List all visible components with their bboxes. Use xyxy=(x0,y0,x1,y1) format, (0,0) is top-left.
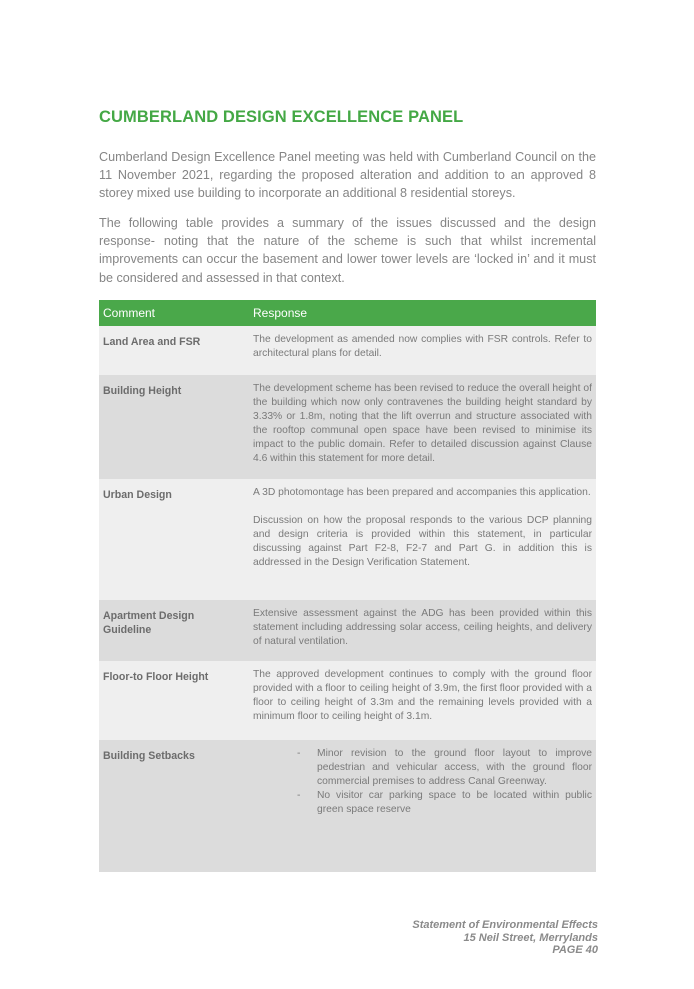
footer-document-title: Statement of Environmental Effects xyxy=(412,919,598,931)
response-bullet-list xyxy=(253,747,592,817)
response-text: The approved development continues to comply with the ground floor provided with a floor to ceiling height of 3.9m, the first floor provided with a floor to ceiling height of 3.3m and the remaining levels provided with a minimum floor to ceiling height of 3.1m. xyxy=(253,669,592,722)
summary-paragraph: The following table provides a summary of the issues discussed and the design response- noting that the nature of the scheme is such that whilst incremental improvements can occur the basement and lower tower levels are ‘locked in’ and it must be considered and assessed in that context. xyxy=(99,216,596,285)
response-column-header: Response xyxy=(249,300,596,326)
comment-column-header: Comment xyxy=(99,300,249,326)
page-heading: CUMBERLAND DESIGN EXCELLENCE PANEL xyxy=(99,108,464,126)
footer-address: 15 Neil Street, Merrylands xyxy=(463,931,598,944)
list-item: - No visitor car parking space to be located within public green space reserve xyxy=(312,789,592,817)
table-row xyxy=(99,740,596,872)
response-text: A 3D photomontage has been prepared and accompanies this application. xyxy=(253,487,591,498)
list-item: - Minor revision to the ground floor layout to improve pedestrian and vehicular access, with the ground floor commercial premises to address Canal Greenway. xyxy=(312,747,592,789)
response-cell xyxy=(249,326,596,375)
response-text: The development scheme has been revised to reduce the overall height of the building which now only contravenes the building height standard by 3.33% or 1.8m, noting that the lift overrun and structure associated with the rooftop communal open space have been revised to minimise its impact to the public domain. Refer to detailed discussion against Clause 4.6 within this statement for more detail. xyxy=(253,383,592,464)
table-header-row xyxy=(99,300,596,326)
response-cell xyxy=(249,600,596,661)
table-row xyxy=(99,375,596,479)
comment-cell: Apartment Design Guideline xyxy=(99,600,249,661)
response-text: Extensive assessment against the ADG has been provided within this statement including addressing solar access, ceiling heights, and delivery of natural ventilation. xyxy=(253,608,592,647)
table-row xyxy=(99,661,596,740)
response-cell xyxy=(249,740,596,872)
table-row xyxy=(99,479,596,600)
intro-paragraph: Cumberland Design Excellence Panel meeting was held with Cumberland Council on the 11 November 2021, regarding the proposed alteration and addition to an approved 8 storey mixed use building to incorporate an additional 8 residential storeys. xyxy=(99,150,596,201)
page-footer xyxy=(412,919,598,957)
comment-cell: Building Setbacks xyxy=(99,740,249,872)
response-text: The development as amended now complies with FSR controls. Refer to architectural plans for detail. xyxy=(253,334,592,359)
footer-page-number: PAGE 40 xyxy=(552,944,598,956)
response-cell xyxy=(249,375,596,479)
comment-cell: Building Height xyxy=(99,375,249,479)
comment-cell: Floor-to Floor Height xyxy=(99,661,249,740)
response-cell xyxy=(249,661,596,740)
issues-table xyxy=(99,300,596,872)
response-text: Discussion on how the proposal responds to the various DCP planning and design criteria is provided within this statement, in particular discussing against Part F2-8, F2-7 and Part G. in addition this is addressed in the Design Verification Statement. xyxy=(253,515,592,568)
table-row xyxy=(99,600,596,661)
comment-cell: Urban Design xyxy=(99,479,249,600)
response-cell xyxy=(249,479,596,600)
comment-cell: Land Area and FSR xyxy=(99,326,249,375)
table-row xyxy=(99,326,596,375)
